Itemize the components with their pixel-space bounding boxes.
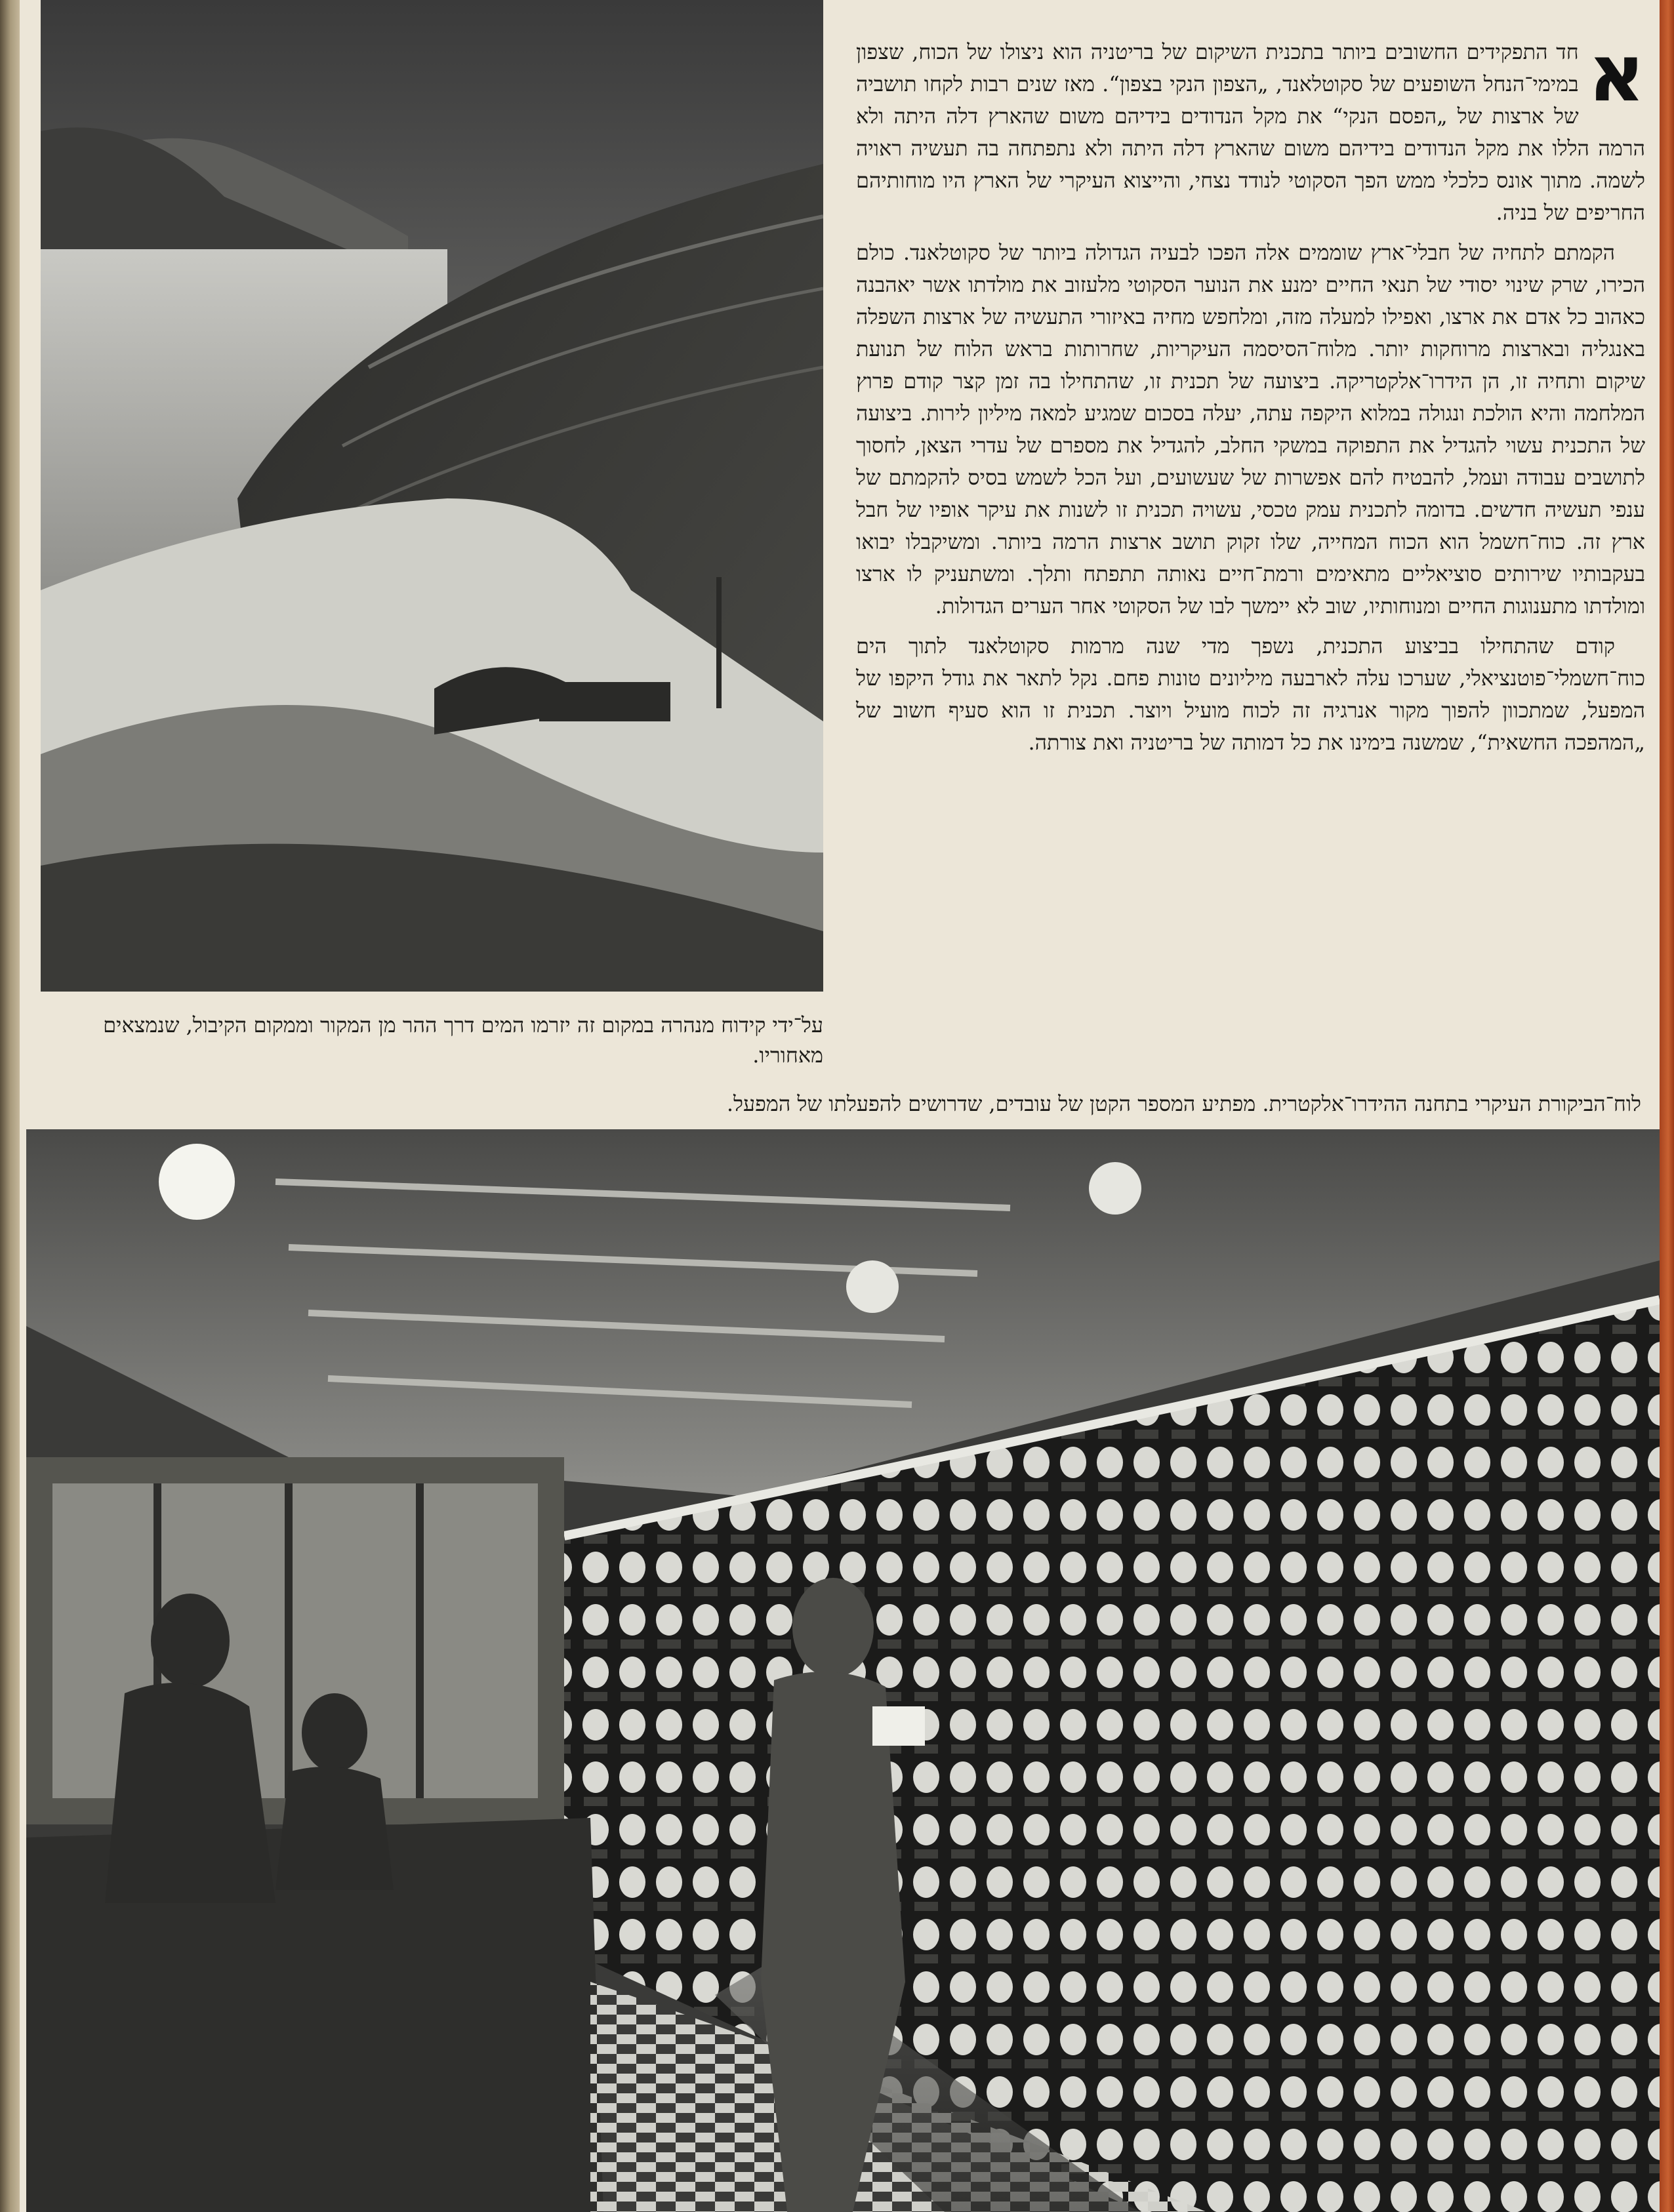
highland-landscape-photo xyxy=(41,0,823,992)
article-paragraph: הקמתם לתחיה של חבלי־ארץ שוממים אלה הפכו לבעיה הגדולה ביותר של סקוטלאנד. כולם הכירו, שרק שינוי יסודי של תנאי החיים ימנע את הנוער הסקוטי מלעזוב את מולדתו אשר יאהבנה כאהוב כל אדם את ארצו, ואפילו למעלה מזה, ומלחפש מחיה באיזורי התעשיה של ארצות השפלה באנגליה ובארצות מרוחקות יותר. מלוח־הסיסמה העיקריות, שחרותות בראש הלוח של תנועת שיקום ותחיה זו, הן הידרו־אלקטריקה. ביצועה של תכנית זו, שהתחילו בה זמן קצר קודם פרוץ המלחמה והיא הולכת ונגולה במלוא היקפה עתה, יעלה בסכום שמגיע למאה מיליון לירות. ביצועה של התכנית עשוי להגדיל את התפוקה במשקי החלב, להגדיל את מספרם של עדרי הצאן, לחסוך לתושבים עבודה ועמל, להבטיח להם אפשרות של שעשועים, ועל הכל לשמש בסיס להקמתם של ענפי תעשיה חדשים. בדומה לתכנית עמק טכסי, עשויה תכנית זו לשנות את עיקר אופיו של חבל ארץ זה. כוח־חשמל הוא הכוח המחייה, שלו זקוק תושב ארצות הרמה ביותר. ומשיקבלו יבואו בעקבותיו שירותים סוציאליים מתאימים ורמת־חיים נאותה תתפתח ותלך. ומשתעניק לו ארצו ומולדתו מתענוגות החיים ומנוחותיו, שוב לא יימשך לבו של הסקוטי אחר הערים הגדולות. xyxy=(856,240,1646,618)
control-room-caption: לוח־הביקורת העיקרי בתחנה ההידרו־אלקטרית. מפתיע המספר הקטן של עובדים, שדרושים להפעלתו של המפעל. xyxy=(726,1091,1641,1116)
landscape-caption: על־ידי קידוח מנהרה במקום זה יזרמו המים דרך ההר מן המקור וממקום הקיבול, שנמצאים מאחוריו. xyxy=(103,1013,823,1068)
article-paragraph: קודם שהתחילו בביצוע התכנית, נשפך מדי שנה מרמות סקוטלאנד לתוך הים כוח־חשמלי־פוטנציאלי, שערכו עלה לארבעה מיליונים טונות פחם. נקל לתאר את גודל היקפו של המפעל, שמתכוון להפוך מקור אנרגיה זה לכוח מועיל ויוצר. תכנית זו הוא סעיף חשוב של „המהפכה החשאית“, שמשנה בימינו את כל דמותה של בריטניה ואת צורתה. xyxy=(856,633,1645,755)
paragraph-text: חד התפקידים החשובים ביותר בתכנית השיקום של בריטניה הוא ניצולו של הכוח, שצפון במימי־הנחל השופעים של סקוטלאנד, „הצפון הנקי בצפון“. מאז שנים רבות לקחו תושביה של ארצות של „הפסם הנקי“ את מקל הנדודים בידיהם משום שהארץ דלה היתה ולא הרמה הללו את מקל הנדודים בידיהם משום שהארץ דלה היתה ולא נתפתחה בה תעשיה ראויה לשמה. מתוך אונס כלכלי ממש הפך הסקוטי לנודד נצחי, והייצוא העיקרי של הארץ היו מוחותיהם החריפים של בניה. xyxy=(856,39,1646,225)
control-room-photo xyxy=(26,1129,1660,2212)
article-body xyxy=(856,28,1646,767)
article-paragraph xyxy=(856,28,1646,229)
page-edge xyxy=(1660,0,1674,2212)
drop-cap: א xyxy=(1587,28,1645,119)
